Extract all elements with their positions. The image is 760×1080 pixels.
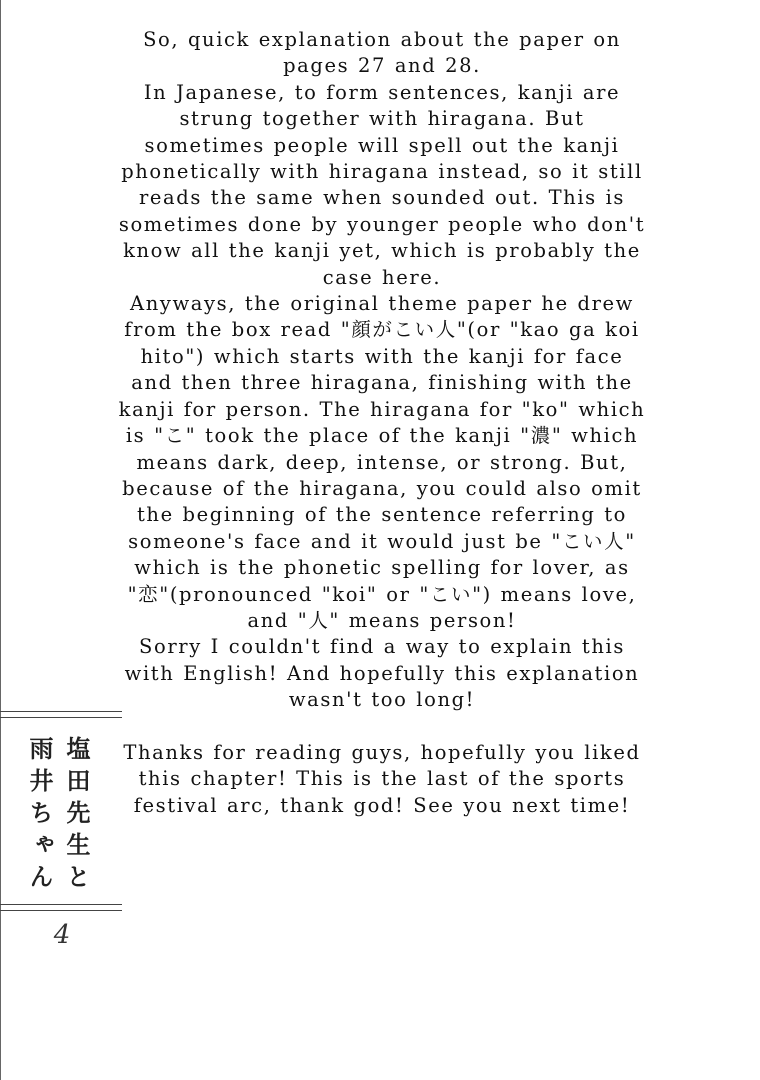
translator-note bbox=[118, 27, 646, 819]
volume-number: 4 bbox=[53, 920, 71, 950]
paragraph-gap bbox=[118, 714, 646, 740]
note-paragraph: Thanks for reading guys, hopefully you liked this chapter! This is the last of the sports festival arc, thank god! See you next time! bbox=[123, 740, 641, 817]
page-edge bbox=[0, 0, 1, 1080]
spine-divider-bottom bbox=[0, 904, 122, 911]
note-paragraph: Sorry I couldn't find a way to explain this with English! And hopefully this explanation wasn't too long! bbox=[124, 635, 640, 712]
spine-title-column: 塩田先生と bbox=[62, 736, 91, 896]
note-paragraph: Anyways, the original theme paper he drew from the box read "顔がこい人"(or "kao ga koi hito") which starts with the kanji for face and then three hiragana, finishing with the kanji for person. The hiragana for "ko" which is "こ" took the place of the kanji "濃" which means dark, deep, intense, or strong. But, because of the hiragana, you could also omit the beginning of the sentence referring to someone's face and it would just be "こい人" which is the phonetic spelling for lover, as "恋"(pronounced "koi" or "こい") means love, and "人" means person! bbox=[118, 292, 646, 632]
note-paragraph: In Japanese, to form sentences, kanji are strung together with hiragana. But sometimes people will spell out the kanji phonetically with hiragana instead, so it still reads the same when sounded out. This is sometimes done by younger people who don't know all the kanji yet, which is probably the case here. bbox=[118, 80, 646, 289]
spine-divider-top bbox=[0, 711, 122, 718]
note-paragraph: So, quick explanation about the paper on pages 27 and 28. bbox=[143, 28, 621, 78]
spine-title-column: 雨井ちゃん bbox=[25, 736, 54, 896]
